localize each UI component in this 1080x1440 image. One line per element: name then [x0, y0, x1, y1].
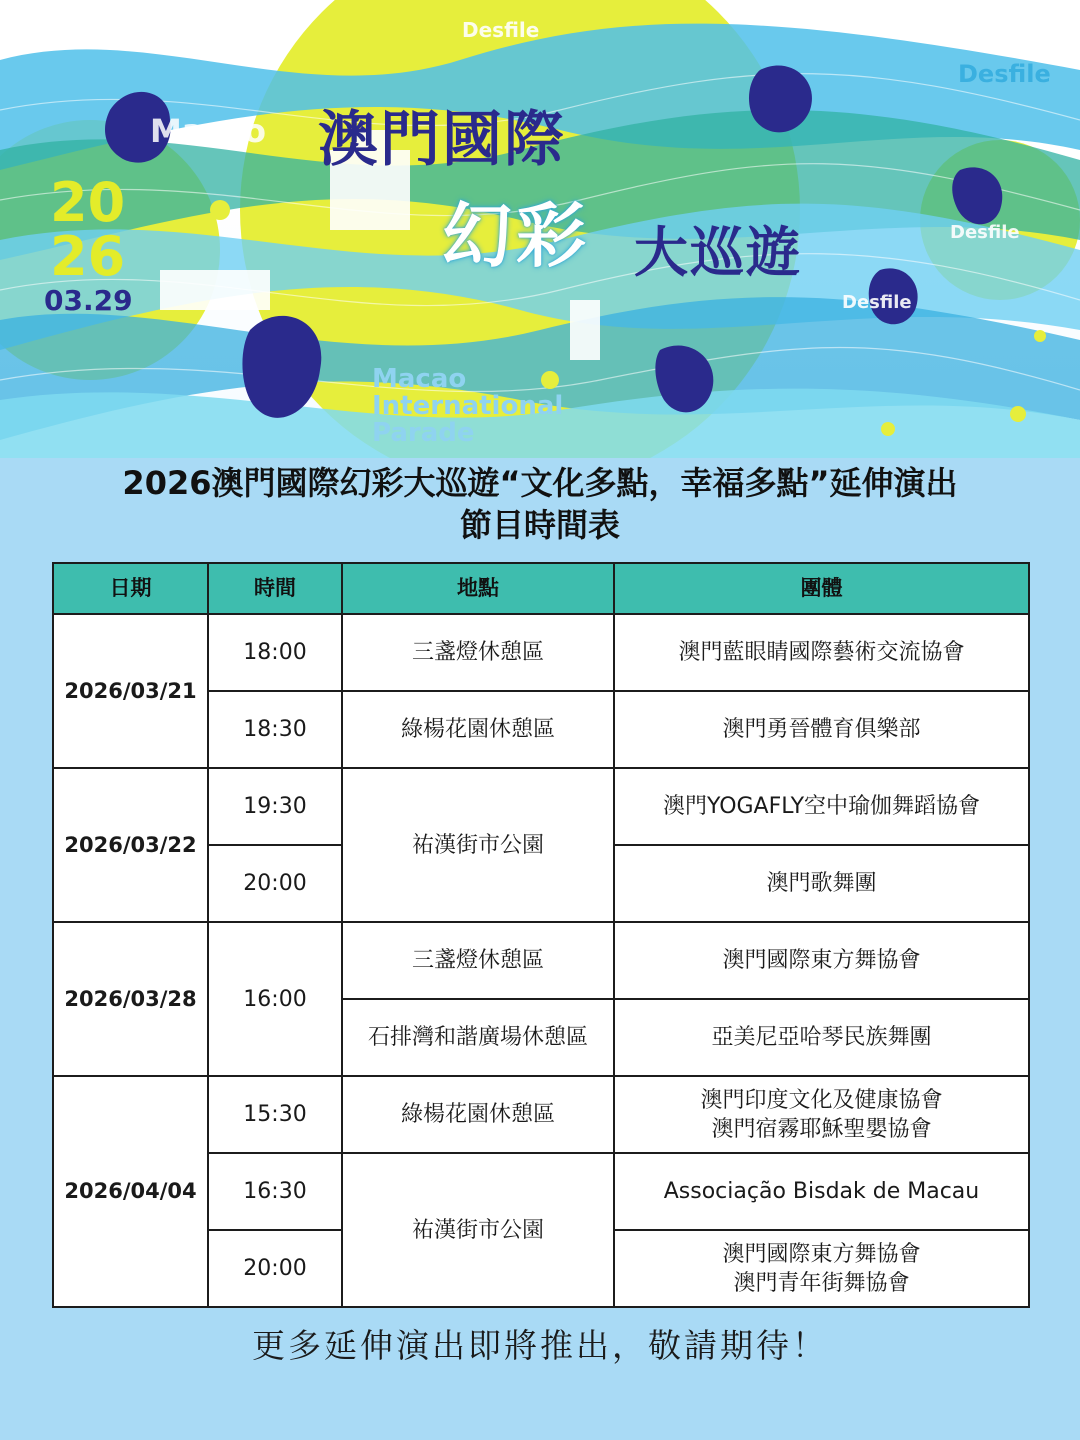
date-cell: 2026/03/21	[53, 614, 208, 768]
banner-year-top: 20	[50, 171, 126, 234]
venue-cell: 祐漢街市公園	[342, 1153, 614, 1307]
group-name: 澳門國際東方舞協會	[722, 1241, 921, 1267]
banner-english-text: Desfile	[842, 292, 912, 313]
time-cell: 20:00	[208, 845, 342, 922]
time-cell: 16:30	[208, 1153, 342, 1230]
time-cell: 18:30	[208, 691, 342, 768]
venue-cell: 三盞燈休憩區	[342, 614, 614, 691]
banner-english-title: Macao International Parade	[372, 364, 564, 448]
date-cell: 2026/03/28	[53, 922, 208, 1076]
event-banner	[0, 0, 1080, 458]
venue-cell: 祐漢街市公園	[342, 768, 614, 922]
date-cell: 2026/04/04	[53, 1076, 208, 1307]
banner-english-text: Desfile	[950, 222, 1020, 243]
banner-english-text: Desfile	[462, 18, 540, 42]
banner-title-parade: 大巡遊	[634, 221, 802, 284]
banner-year-bottom: 26	[50, 225, 126, 288]
time-cell: 16:00	[208, 922, 342, 1076]
table-row	[53, 614, 1029, 691]
column-header-time: 時間	[208, 563, 342, 614]
group-name: 澳門宿霧耶穌聖嬰協會	[711, 1116, 932, 1142]
group-cell	[614, 1230, 1029, 1307]
time-cell: 15:30	[208, 1076, 342, 1153]
footer-notice: 更多延伸演出即將推出，敬請期待！	[252, 1326, 828, 1365]
banner-date: 03.29	[44, 284, 133, 317]
group-cell: 亞美尼亞哈琴民族舞團	[614, 999, 1029, 1076]
group-cell: Associação Bisdak de Macau	[614, 1153, 1029, 1230]
group-cell: 澳門藍眼睛國際藝術交流協會	[614, 614, 1029, 691]
schedule-heading	[0, 462, 1080, 546]
column-header-date: 日期	[53, 563, 208, 614]
time-cell: 18:00	[208, 614, 342, 691]
banner-english-text: Desfile	[958, 60, 1051, 88]
table-row	[53, 1076, 1029, 1153]
group-cell: 澳門國際東方舞協會	[614, 922, 1029, 999]
group-name: 澳門青年街舞協會	[733, 1270, 910, 1296]
column-header-venue: 地點	[342, 563, 614, 614]
table-header-row	[53, 563, 1029, 614]
group-cell: 澳門勇晉體育俱樂部	[614, 691, 1029, 768]
schedule-table	[52, 562, 1030, 1308]
banner-english-text: Macao	[150, 112, 266, 150]
group-name: 澳門印度文化及健康協會	[700, 1087, 943, 1113]
group-cell: 澳門歌舞團	[614, 845, 1029, 922]
column-header-group: 團體	[614, 563, 1029, 614]
venue-cell: 綠楊花園休憩區	[342, 1076, 614, 1153]
heading-line-2: 節目時間表	[459, 506, 620, 544]
venue-cell: 石排灣和諧廣場休憩區	[342, 999, 614, 1076]
table-row	[53, 768, 1029, 845]
venue-cell: 綠楊花園休憩區	[342, 691, 614, 768]
table-row	[53, 922, 1029, 999]
group-cell	[614, 1076, 1029, 1153]
banner-title-colorful: 幻彩	[442, 195, 590, 277]
venue-cell: 三盞燈休憩區	[342, 922, 614, 999]
time-cell: 20:00	[208, 1230, 342, 1307]
time-cell: 19:30	[208, 768, 342, 845]
group-cell: 澳門YOGAFLY空中瑜伽舞蹈協會	[614, 768, 1029, 845]
banner-title-macao-international: 澳門國際	[318, 105, 566, 175]
date-cell: 2026/03/22	[53, 768, 208, 922]
heading-line-1: 2026澳門國際幻彩大巡遊“文化多點，幸福多點”延伸演出	[122, 464, 958, 502]
